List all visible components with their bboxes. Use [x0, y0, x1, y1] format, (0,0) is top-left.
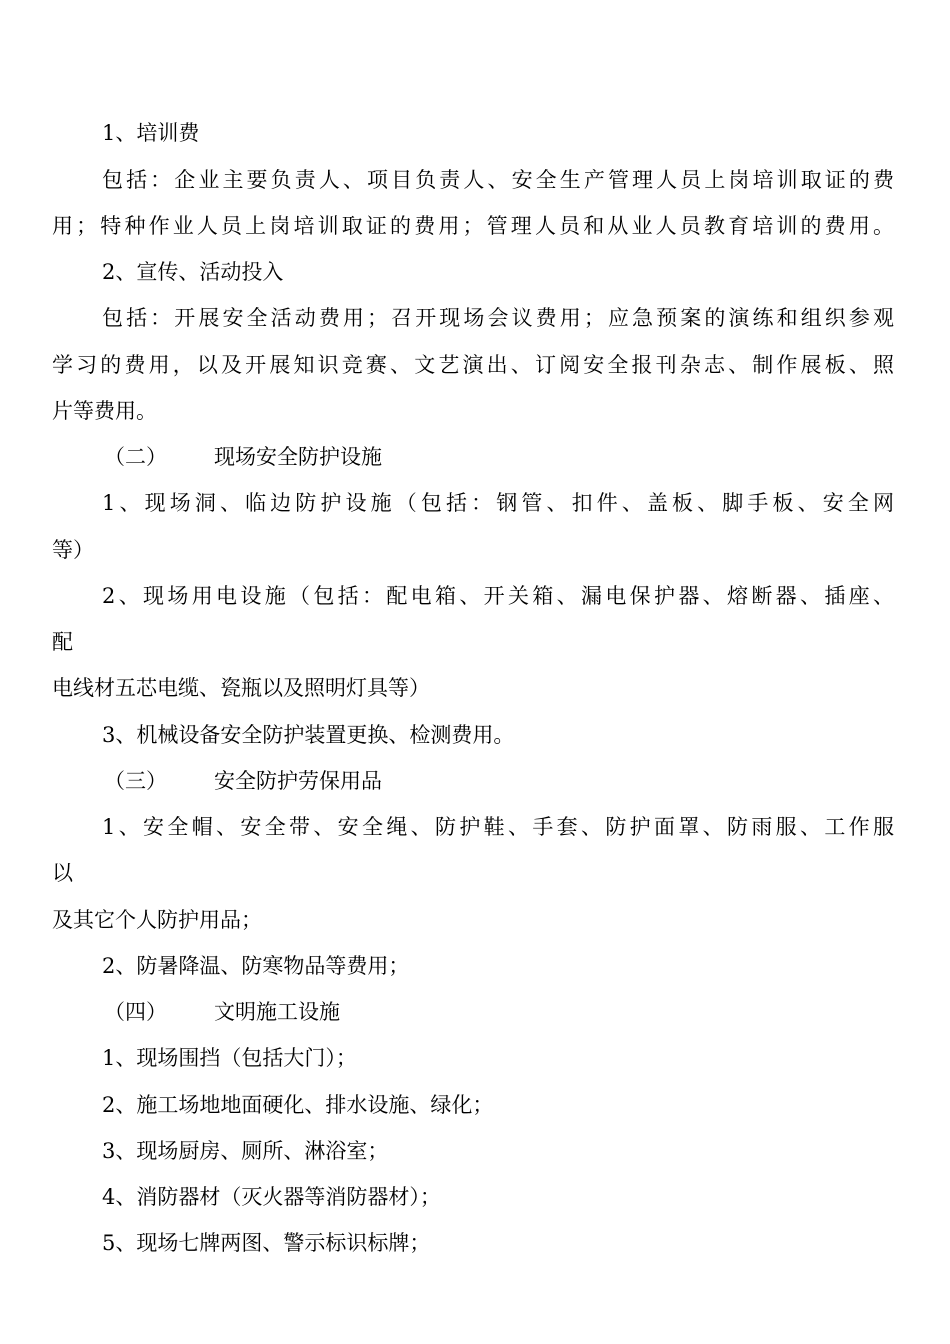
- paragraph-training-line-2: 用；特种作业人员上岗培训取证的费用；管理人员和从业人员教育培训的费用。: [52, 214, 894, 238]
- section-3-number: （三）: [104, 769, 167, 793]
- section-2-number: （二）: [104, 445, 167, 469]
- item-electrical-line-1: 2、现场用电设施（包括：配电箱、开关箱、漏电保护器、熔断器、插座、: [102, 584, 894, 608]
- item-machinery-protection: 3、机械设备安全防护装置更换、检测费用。: [102, 723, 515, 747]
- item-signage: 5、现场七牌两图、警示标识标牌；: [102, 1231, 431, 1255]
- item-fire-equipment: 4、消防器材（灭火器等消防器材）；: [102, 1185, 441, 1209]
- section-3-title: 安全防护劳保用品: [214, 769, 382, 793]
- item-ppe-line-1: 1、安全帽、安全带、安全绳、防护鞋、手套、防护面罩、防雨服、工作服: [102, 815, 894, 839]
- item-training-fee: 1、培训费: [102, 121, 200, 145]
- paragraph-publicity-line-3: 片等费用。: [52, 399, 157, 423]
- section-4-number: （四）: [104, 1000, 167, 1024]
- item-publicity-activities: 2、宣传、活动投入: [102, 260, 284, 284]
- item-electrical-line-2: 配: [52, 630, 73, 654]
- section-2-title: 现场安全防护设施: [214, 445, 382, 469]
- paragraph-publicity-line-2: 学习的费用，以及开展知识竞赛、文艺演出、订阅安全报刊杂志、制作展板、照: [52, 353, 894, 377]
- item-ppe-line-3: 及其它个人防护用品；: [52, 908, 262, 932]
- item-ppe-line-2: 以: [52, 861, 73, 885]
- paragraph-publicity-line-1: 包括：开展安全活动费用；召开现场会议费用；应急预案的演练和组织参观: [102, 306, 894, 330]
- section-4-title: 文明施工设施: [214, 1000, 340, 1024]
- item-heat-cold-supplies: 2、防暑降温、防寒物品等费用；: [102, 954, 410, 978]
- paragraph-training-line-1: 包括：企业主要负责人、项目负责人、安全生产管理人员上岗培训取证的费: [102, 168, 894, 192]
- item-electrical-line-3: 电线材五芯电缆、瓷瓶以及照明灯具等）: [52, 676, 430, 700]
- item-edge-protection-line-1: 1、现场洞、临边防护设施（包括：钢管、扣件、盖板、脚手板、安全网: [102, 491, 894, 515]
- item-kitchen-toilet-shower: 3、现场厨房、厕所、淋浴室；: [102, 1139, 389, 1163]
- item-site-hoarding: 1、现场围挡（包括大门）；: [102, 1046, 357, 1070]
- item-ground-hardening: 2、施工场地地面硬化、排水设施、绿化；: [102, 1093, 494, 1117]
- item-edge-protection-line-2: 等）: [52, 538, 94, 562]
